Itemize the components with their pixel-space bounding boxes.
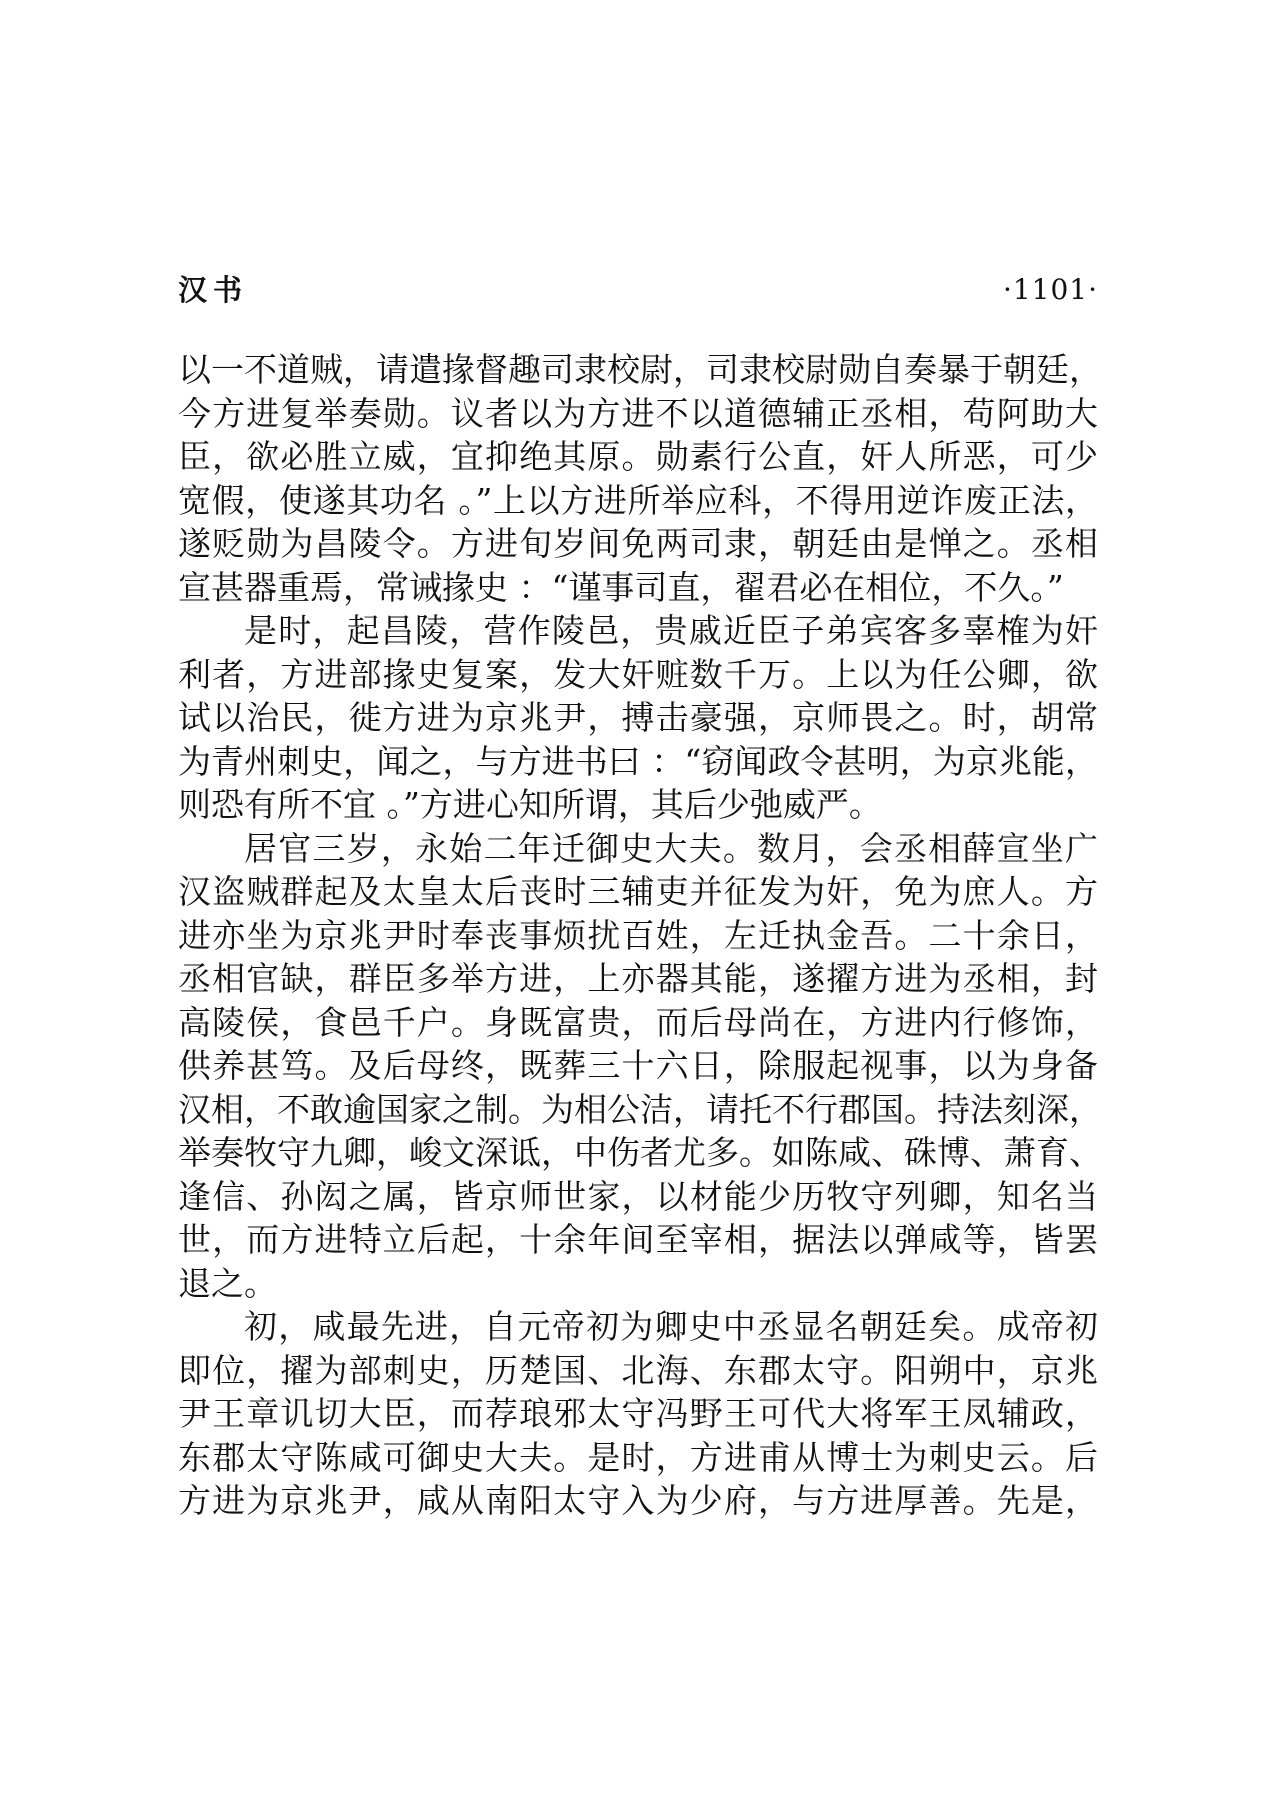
text-line: 为青州刺史，闻之，与方进书曰 ：“窃闻政令甚明，为京兆能，	[178, 741, 1098, 781]
text-line: 试以治民，徙方进为京兆尹，搏击豪强，京师畏之。时，胡常	[178, 698, 1098, 737]
text-line: 今方进复举奏勋。议者以为方进不以道德辅正丞相，苟阿助大	[178, 393, 1098, 433]
text-line: 方进为京兆尹，咸从南阳太守入为少府，与方进厚善。先是，	[178, 1481, 1098, 1520]
text-line: 尹王章讥切大臣，而荐琅邪太守冯野王可代大将军王凤辅政，	[178, 1394, 1098, 1433]
text-line: 宣甚器重焉，常诫掾史 ：“谨事司直，翟君必在相位，不久。”	[178, 567, 1064, 607]
text-line: 是时，起昌陵，营作陵邑，贵戚近臣子弟宾客多辜榷为奸	[244, 611, 1098, 650]
text-line: 进亦坐为京兆尹时奉丧事烦扰百姓，左迁执金吾。二十余日，	[178, 915, 1098, 955]
text-line: 汉盗贼群起及太皇太后丧时三辅吏并征发为奸，免为庶人。方	[178, 872, 1098, 911]
text-line: 以一不道贼，请遣掾督趣司隶校尉，司隶校尉勋自奏暴于朝廷，	[178, 350, 1102, 389]
text-line: 举奏牧守九卿，峻文深诋，中伤者尤多。如陈咸、硃博、萧育、	[178, 1133, 1102, 1172]
text-line: 即位，擢为部刺史，历楚国、北海、东郡太守。阳朔中，京兆	[178, 1350, 1098, 1390]
text-line: 东郡太守陈咸可御史大夫。是时，方进甫从博士为刺史云。后	[178, 1437, 1098, 1477]
text-line: 臣，欲必胜立威，宜抑绝其原。勋素行公直，奸人所恶，可少	[178, 437, 1098, 476]
text-line: 供养甚笃。及后母终，既葬三十六日，除服起视事，以为身备	[178, 1046, 1098, 1085]
text-line: 初，咸最先进，自元帝初为卿史中丞显名朝廷矣。成帝初	[244, 1307, 1098, 1346]
text-line: 汉相，不敢逾国家之制。为相公洁，请托不行郡国。持法刻深，	[178, 1089, 1102, 1129]
text-line: 丞相官缺，群臣多举方进，上亦器其能，遂擢方进为丞相，封	[178, 959, 1098, 998]
text-line: 世，而方进特立后起，十余年间至宰相，据法以弹咸等，皆罢	[178, 1220, 1098, 1259]
text-line: 遂贬勋为昌陵令。方进旬岁间免两司隶，朝廷由是惮之。丞相	[178, 524, 1098, 563]
text-line: 高陵侯，食邑千户。身既富贵，而后母尚在，方进内行修饰，	[178, 1002, 1098, 1042]
text-line: 利者，方进部掾史复案，发大奸赃数千万。上以为任公卿，欲	[178, 654, 1098, 694]
text-line: 退之。	[178, 1263, 277, 1303]
text-line: 宽假，使遂其功名 。”上以方进所举应科，不得用逆诈废正法，	[178, 480, 1098, 520]
page-header	[178, 270, 1098, 310]
body-text	[178, 348, 1102, 1523]
page-number: ·1101·	[1002, 273, 1098, 306]
text-line: 则恐有所不宜 。”方进心知所谓，其后少弛威严。	[178, 785, 882, 824]
text-line: 居官三岁，永始二年迁御史大夫。数月，会丞相薛宣坐广	[244, 828, 1098, 868]
book-title: 汉书	[178, 273, 249, 307]
text-line: 逢信、孙闳之属，皆京师世家，以材能少历牧守列卿，知名当	[178, 1176, 1098, 1216]
